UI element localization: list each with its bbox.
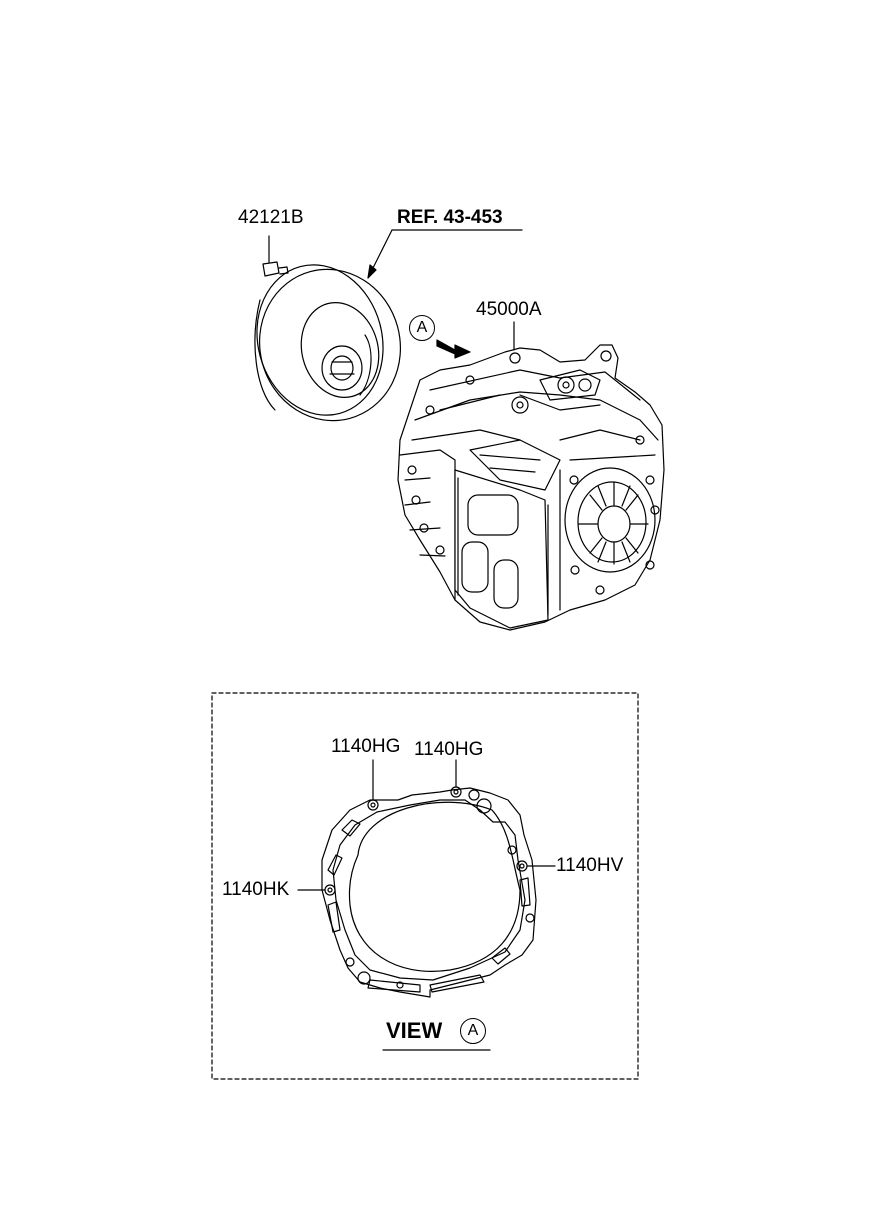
view-title: VIEW [386,1018,443,1043]
torque-converter [240,251,417,437]
label-ref-43-453: REF. 43-453 [397,207,503,228]
label-1140hk: 1140HK [222,879,290,900]
transaxle-assembly [398,345,664,630]
label-1140hv: 1140HV [556,855,624,876]
view-a-marker: A [409,315,435,341]
label-1140hg-left: 1140HG [331,736,401,757]
view-arrow [437,340,470,358]
bolt-42121b [263,236,288,276]
label-42121b: 42121B [238,207,304,228]
view-title-letter: A [460,1018,486,1044]
label-1140hg-right: 1140HG [414,739,484,760]
housing-gasket [322,787,536,997]
label-45000a: 45000A [476,299,542,320]
